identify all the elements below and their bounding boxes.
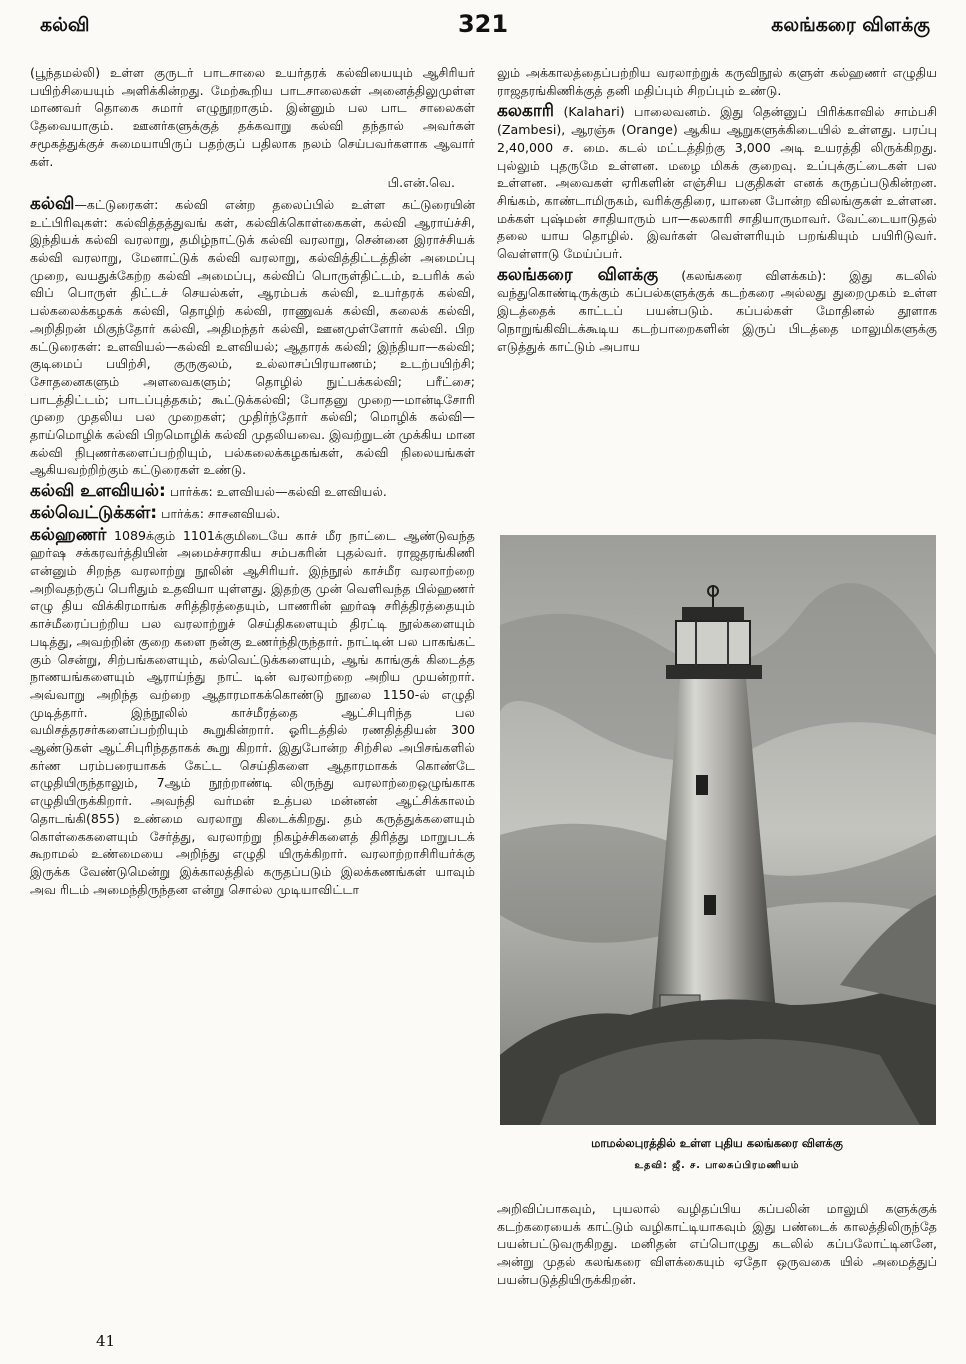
headword: கல்ஹணர் [30,524,107,545]
left-column [30,64,475,1326]
headword: கல்வி உளவியல்: [30,481,166,502]
page-number: 321 [457,10,509,38]
continuation-paragraph: லும் அக்காலத்தைப்பற்றிய வரலாற்றுக் கருவிநூல் களுள் கல்ஹணர் எழுதிய ராஜதரங்கிணிக்குத் தனி மதிப்பும் சிறப்பும் உண்டு. [497,65,937,98]
intro-paragraph: (பூந்தமல்லி) உள்ள குருடர் பாடசாலை உயர்தரக் கல்வியையும் ஆசிரியர் பயிற்சியையும் அளிக்கின்றது. மேற்கூறிய பாடசாலைகள் அனைத்திலுமுள்ள மாணவர் தொகை சுமார் எழுநூறாகும். இன்னும் பல பாட சாலைகள் தேவையாகும். ஊனர்களுக்குத் தக்கவாறு கல்வி தந்தால் அவர்கள் சமூகத்துக்குச் சுமையாயிருப் பதற்குப் பதிலாக நலம் செய்பவர்களாக ஆவார் கள். [30,65,475,169]
headword: கல்வி [30,193,75,214]
entry-kalvi-katturaigal [30,193,475,479]
figure-credit: உதவி: ஜீ. ச. பாலசுப்பிரமணியம் [634,1160,800,1171]
figure-caption: மாமல்லபுரத்தில் உள்ள புதிய கலங்கரை விளக்கு [591,1136,843,1150]
entry-body: பார்க்க: சாசனவியல். [161,505,281,521]
right-column-bottom [497,1200,937,1330]
running-head-right: கலங்கரை விளக்கு [771,14,930,36]
entry-kalvettukkal [30,502,475,523]
right-column-top [497,64,937,514]
entry-kalangarai-vilakku [497,264,937,356]
author-initials: பி.என்.வெ. [387,175,455,191]
lighthouse-photo [500,535,936,1125]
headword: கலங்கரை விளக்கு [497,264,659,285]
page-header [0,6,966,54]
entry-body: பார்க்க: உளவியல்—கல்வி உளவியல். [169,484,387,500]
entry-kalvi-ulaviyal [30,483,475,501]
headword: கலகாரி [497,101,554,122]
entry-kalahari [497,103,937,262]
entry-body: (கலங்கரை விளக்கம்): இது கடலில் வந்துகொண்டிருக்கும் கப்பல்களுக்குக் கடற்கரை அல்லது துறைமுகம் உள்ள இடத்தைக் காட்டப் பயன்படும். கப்பல்கள் மோதினல் தூளாக நொறுங்கிவிடக்கூடிய கடற்பாறைகளின் இருப் பிடத்தை மாலுமிகளுக்கு எடுத்துக் காட்டும் அபாய [497,267,937,354]
signature-mark: 41 [96,1332,116,1350]
entry-body: 1089க்கும் 1101க்குமிடையே காச் மீர நாட்டை ஆண்டுவந்த ஹர்ஷ சக்கரவர்த்தியின் அமைச்சராகிய சம்பகரின் புதல்வர். ராஜதரங்கிணி என்னும் சிறந்த வரலாற்று நூலின் ஆசிரியர். இந்நூல் காச்மீர வரலாற்றை அறிவதற்குப் பெரிதும் உதவியா யுள்ளது. இதற்கு முன் வெளிவந்த பில்ஹணர் எழு திய விக்கிரமாங்க சரித்திரத்தையும், பாணரின் ஹர்ஷ சரித்திரத்தையும் காச்மீரைப்பற்றிய பல வரலாற்றுச் செய்திகளையும் திரட்டி நூல்களையும் படித்து, அவற்றின் குறை களை நன்கு உணர்ந்திருந்தார். நாட்டின் பல பாகங்கட் கும் சென்று, சிற்பங்களையும், கல்வெட்டுக்களையும், ஆங் காங்குக் கிடைத்த நாணயங்களையும் ஆராய்ந்து நாட் டின் வரலாற்றை அறிய முயன்றார். அவ்வாறு அறிந்த வற்றை ஆதாரமாகக்கொண்டு நூலை 1150-ல் எழுதி முடித்தார். இந்நூலில் காச்மீரத்தை ஆட்சிபுரிந்த பல வமிசத்தரசர்களைப்பற்றியும் கூறுகின்றார். ஓரிடத்தில் ரணதித்தியன் 300 ஆண்டுகள் ஆட்சிபுரிந்ததாகக் கூறு கிறார். இதுபோன்ற சிற்சில அபிசங்களில் கர்ண பரம்பரையாகக் கேட்ட செய்திகளை ஆதாரமாகக் கொண்டே எழுதியிருந்தாலும், 7ஆம் நூற்றாண்டி லிருந்து வரலாற்றைஒழுங்காக எழுதியிருக்கிறார். அவந்தி வர்மன் உத்பல மன்னன் ஆட்சிக்காலம் தொடங்கி(855) உண்மை வரலாறு கிடைக்கிறது. தம் கருத்துக்களையும் கொள்கைகளையும் சேர்த்து, வரலாற்று நிகழ்ச்சிகளைத் திரித்து மாறுபடக் கூறாமல் உண்மையை அறிந்து எழுதி யிருக்கிறார். வரலாற்றாசிரியர்க்கு இருக்க வேண்டுமென்று இக்காலத்தில் கருதப்படும் இலக்கணங்கள் யாவும் அவ ரிடம் அமைந்திருந்தன என்று சொல்ல முடியாவிட்டா [30,527,475,897]
entry-kalhanar [30,524,475,899]
entry-body: (Kalahari) பாலைவனம். இது தென்னுப் பிரிக்காவில் சாம்பசி (Zambesi), ஆரஞ்சு (Orange) ஆகிய ஆறுகளுக்கிடையில் உள்ளது. பரப்பு 2,40,000 ச. மை. கடல் மட்டத்திற்கு 3,000 அடி உயரத்தி லிருக்கிறது. புல்லும் புதருமே உள்ளன. மழை மிகக் குறைவு. உப்புக்குட்டைகள் பல உள்ளன. அவைகள் ஏரிகளின் எஞ்சிய பகுதிகள் எனக் கருதப்படுகின்றன. சிங்கம், காண்டாமிருகம், வரிக்குதிரை, யானை போன்ற விலங்குகள் உள்ளன. மக்கள் புஷ்மன் சாதியாரும் பா—கலகாரி சாதியாருமாவர். வேட்டையாடுதல் தலை யாய தொழில். இவர்கள் வெள்ளரியும் பறங்கியும் பயிரிடுவர். வெள்ளாடு மேய்ப்பர். [497,104,937,262]
headword: கல்வெட்டுக்கள்: [30,502,158,523]
continuation-paragraph-bottom: அறிவிப்பாகவும், புயலால் வழிதப்பிய கப்பலின் மாலுமி களுக்குக் கடற்கரையைக் காட்டும் வழிகாட்டியாகவும் இது பண்டைக் காலத்திலிருந்தே பயன்பட்டுவருகிறது. மனிதன் எப்பொழுது கடலில் கப்பலோட்டினனே, அன்று முதல் கலங்கரை விளக்கையும் ஏதோ ஒருவகை யில் அமைத்துப் பயன்படுத்தியிருக்கிறன். [497,1201,937,1287]
entry-body: —கட்டுரைகள்: கல்வி என்ற தலைப்பில் உள்ள கட்டுரையின் உட்பிரிவுகள்: கல்வித்தத்துவங் கள், கல்விக்கொள்கைகள், கல்வி ஆராய்ச்சி, இந்தியக் கல்வி வரலாறு, தமிழ்நாட்டுக் கல்வி வரலாறு, சென்னை இராச்சியக் கல்வி வரலாறு, மேனாட்டுக் கல்வி வரலாறு, கல்வித்திட்டத்தின் அமைப்பு முறை, வயதுக்கேற்ற கல்வி அமைப்பு, கல்விப் பொருள்திட்டம், உபரிக் கல் விப் பொருள் திட்டச் செயல்கள், ஆரம்பக் கல்வி, உயர்தரக் கல்வி, பல்கலைக்கழகக் கல்வி, தொழிற் கல்வி, ராணுவக் கல்வி, கலைக் கல்வி, அறிதிறன் மிகுந்தோர் கல்வி, அதிமந்தர் கல்வி, ஊனமுள்ளோர் கல்வி. பிற கட்டுரைகள்: உளவியல்—கல்வி உளவியல்; ஆதாரக் கல்வி; இந்தியா—கல்வி; குடிமைப் பயிற்சி, குருகுலம், உல்லாசப்பிரயாணம்; உடற்பயிற்சி; சோதனைகளும் அளவைகளும்; தொழில் நுட்பக்கல்வி; பரீட்சை; பாடத்திட்டம்; பாடப்புத்தகம்; கூட்டுக்கல்வி; போதனு முறை—மான்டிசோரி முறை முதலிய பல முறைகள்; முதிர்ந்தோர் கல்வி; மொழிக் கல்வி—தாய்மொழிக் கல்வி பிறமொழிக் கல்வி முதலியவை. இவற்றுடன் முக்கிய மான கல்வி நிபுணர்களைப்பற்றியும், பல்கலைக்கழகங்கள், கல்வி நிலையங்கள் ஆகியவற்றிற்கும் கட்டுரைகள் உண்டு. [30,196,475,478]
running-head-left: கல்வி [40,14,90,36]
lighthouse-illustration [500,535,936,1125]
